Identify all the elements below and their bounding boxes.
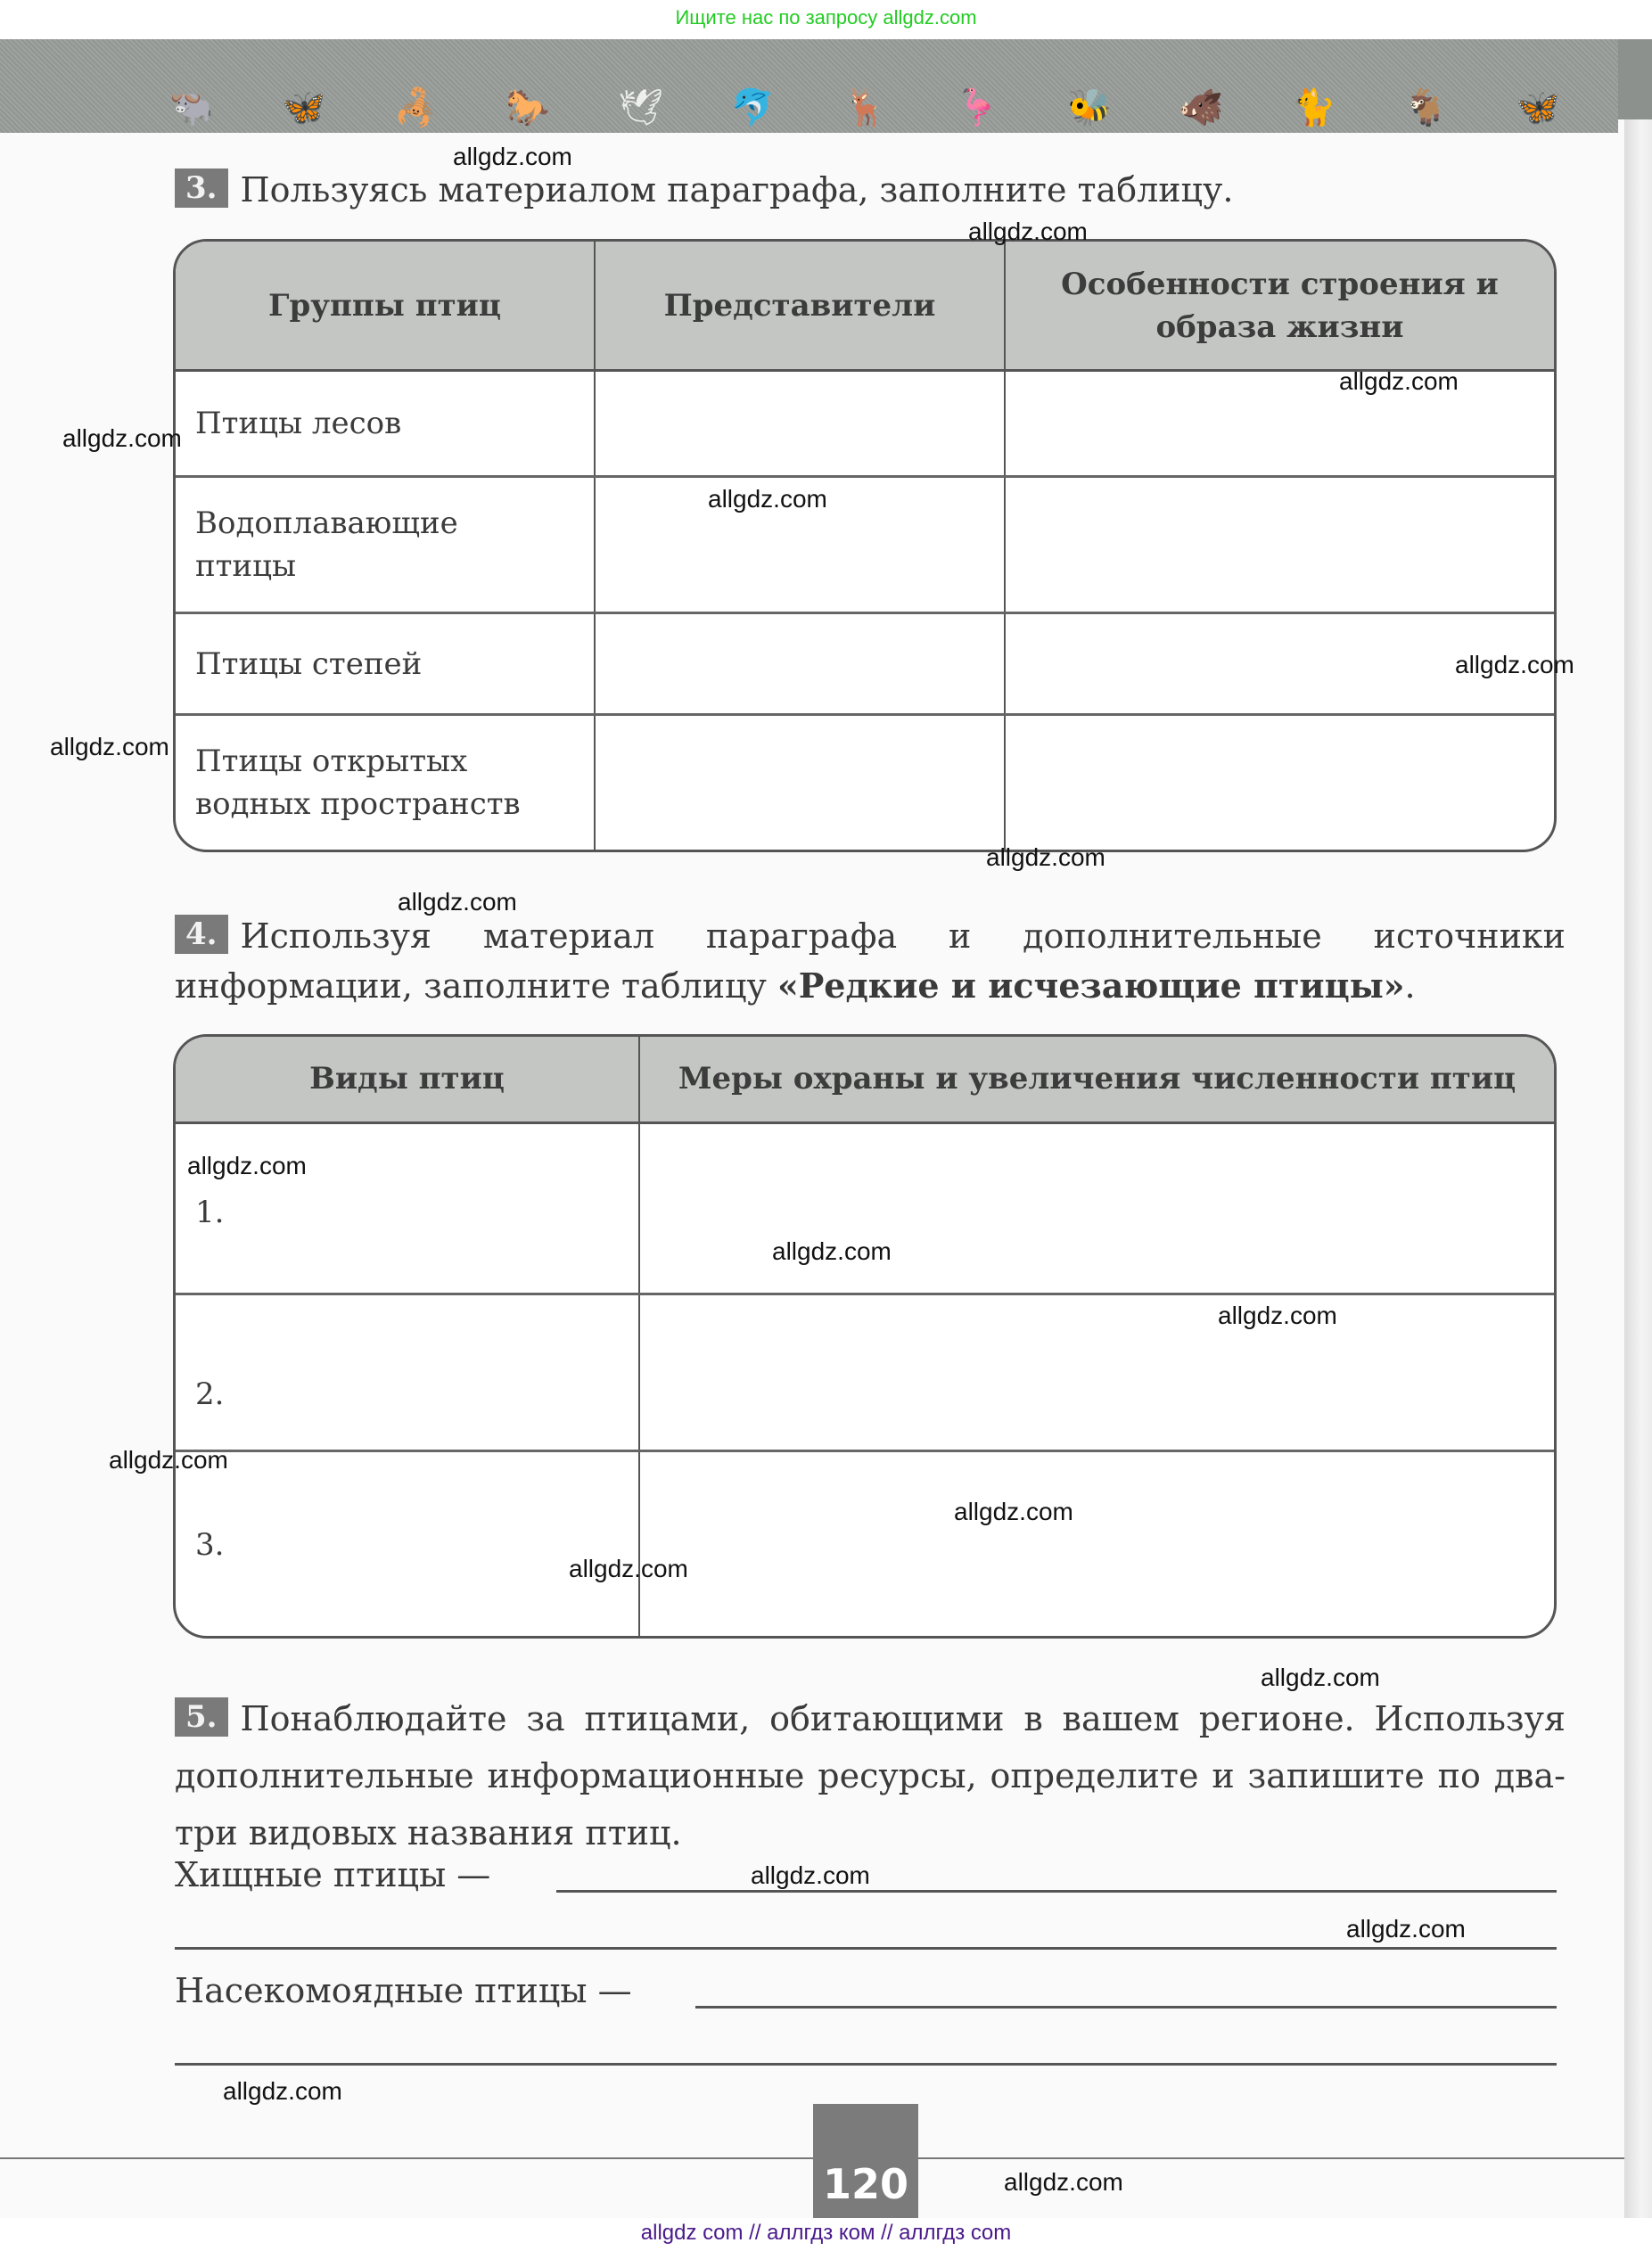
column-header: Виды птиц bbox=[176, 1037, 639, 1122]
column-header: Представители bbox=[595, 242, 1005, 371]
predatory-birds-answer-line-2[interactable] bbox=[175, 1947, 1557, 1950]
page-number: 120 bbox=[813, 2104, 918, 2238]
watermark: allgdz.com bbox=[751, 1861, 870, 1889]
table-row bbox=[176, 715, 1554, 850]
predatory-birds-answer-line[interactable] bbox=[556, 1890, 1557, 1893]
bird-icon: 🕊 bbox=[618, 87, 663, 128]
footer-rule bbox=[0, 2157, 1624, 2159]
spine-shadow bbox=[1618, 39, 1652, 119]
animal-silhouettes bbox=[169, 85, 1560, 129]
table-title: «Редкие и исчезающие птицы» bbox=[777, 965, 1405, 1006]
watermark: allgdz.com bbox=[1218, 1302, 1337, 1329]
watermark: allgdz.com bbox=[50, 733, 169, 760]
representatives-cell[interactable] bbox=[595, 371, 1005, 477]
table-row bbox=[176, 1122, 1554, 1294]
group-cell: Птицы открытых водных пространств bbox=[176, 715, 595, 850]
representatives-cell[interactable] bbox=[595, 715, 1005, 850]
column-header: Меры охраны и увеличения численности птиц bbox=[639, 1037, 1554, 1122]
moth-icon: 🦋 bbox=[1516, 87, 1560, 128]
predatory-birds-label: Хищные птицы — bbox=[175, 1855, 491, 1894]
species-cell[interactable]: 2. bbox=[176, 1294, 639, 1450]
representatives-cell[interactable] bbox=[595, 613, 1005, 715]
watermark: allgdz.com bbox=[62, 424, 182, 452]
punctuation: . bbox=[1404, 966, 1416, 1006]
top-banner[interactable]: Ищите нас по запросу allgdz.com bbox=[0, 0, 1652, 39]
task-4-text: Используя материал параграфа и дополнительные источники информации, заполните таблицу bbox=[175, 916, 1566, 1006]
horse-icon: 🐎 bbox=[505, 87, 551, 128]
group-cell: Птицы степей bbox=[176, 613, 595, 715]
watermark: allgdz.com bbox=[109, 1446, 228, 1474]
measures-cell[interactable] bbox=[639, 1294, 1554, 1450]
column-header: Группы птиц bbox=[176, 242, 595, 371]
scorpion-icon: 🦂 bbox=[393, 87, 439, 128]
watermark: allgdz.com bbox=[954, 1498, 1073, 1525]
watermark: allgdz.com bbox=[1004, 2168, 1123, 2196]
features-cell[interactable] bbox=[1005, 476, 1554, 612]
task-5-text: Понаблюдайте за птицами, обитающими в вашем регионе. Используя дополнительные информационные ресурсы, определите и запишите по два-три видовых названия птиц. bbox=[175, 1699, 1566, 1853]
insectivorous-birds-label: Насекомоядные птицы — bbox=[175, 1971, 632, 2010]
task-3-table bbox=[173, 239, 1557, 852]
group-cell: Водоплавающие птицы bbox=[176, 476, 595, 612]
table-row bbox=[176, 476, 1554, 612]
task-3-text: Пользуясь материалом параграфа, заполните таблицу. bbox=[240, 170, 1234, 209]
task-number: 3. bbox=[175, 168, 228, 208]
dolphin-icon: 🐬 bbox=[730, 87, 776, 128]
task-4-heading bbox=[175, 911, 1566, 1011]
features-cell[interactable] bbox=[1005, 371, 1554, 477]
watermark: allgdz.com bbox=[223, 2077, 342, 2105]
task-5-heading bbox=[175, 1690, 1566, 1861]
task-number: 4. bbox=[175, 915, 228, 954]
deer-icon: 🦌 bbox=[842, 87, 888, 128]
butterfly-icon: 🦋 bbox=[281, 87, 326, 128]
watermark: allgdz.com bbox=[772, 1237, 892, 1265]
watermark: allgdz.com bbox=[968, 218, 1088, 245]
species-cell[interactable]: 3. bbox=[176, 1450, 639, 1636]
antelope-icon: 🐐 bbox=[1403, 87, 1449, 128]
task-4-table bbox=[173, 1034, 1557, 1639]
watermark: allgdz.com bbox=[708, 485, 827, 513]
watermark: allgdz.com bbox=[1346, 1915, 1466, 1943]
table-row bbox=[176, 1294, 1554, 1450]
watermark: allgdz.com bbox=[453, 143, 572, 170]
watermark: allgdz.com bbox=[986, 843, 1105, 871]
features-cell[interactable] bbox=[1005, 715, 1554, 850]
species-cell[interactable]: 1. bbox=[176, 1122, 639, 1294]
bison-icon: 🐃 bbox=[169, 87, 214, 128]
table-row bbox=[176, 1450, 1554, 1636]
bottom-banner[interactable]: allgdz com // аллгдз ком // аллгдз com bbox=[0, 2218, 1652, 2251]
table-row bbox=[176, 613, 1554, 715]
insectivorous-birds-answer-line-2[interactable] bbox=[175, 2063, 1557, 2066]
watermark: allgdz.com bbox=[1339, 367, 1459, 395]
watermark: allgdz.com bbox=[398, 888, 517, 916]
heron-icon: 🦩 bbox=[955, 87, 1000, 128]
column-header: Особенности строения и образа жизни bbox=[1005, 242, 1554, 371]
watermark: allgdz.com bbox=[569, 1555, 688, 1582]
group-cell: Птицы лесов bbox=[176, 371, 595, 477]
cat-icon: 🐈 bbox=[1291, 87, 1336, 128]
watermark: allgdz.com bbox=[1455, 651, 1574, 678]
measures-cell[interactable] bbox=[639, 1122, 1554, 1294]
insectivorous-birds-answer-line[interactable] bbox=[695, 2006, 1557, 2009]
measures-cell[interactable] bbox=[639, 1450, 1554, 1636]
insect-icon: 🐝 bbox=[1067, 87, 1112, 128]
boar-icon: 🐗 bbox=[1179, 87, 1224, 128]
task-3-heading bbox=[175, 166, 1566, 214]
task-number: 5. bbox=[175, 1697, 228, 1737]
watermark: allgdz.com bbox=[187, 1152, 307, 1179]
book-spine bbox=[1624, 39, 1652, 2232]
watermark: allgdz.com bbox=[1261, 1664, 1380, 1691]
